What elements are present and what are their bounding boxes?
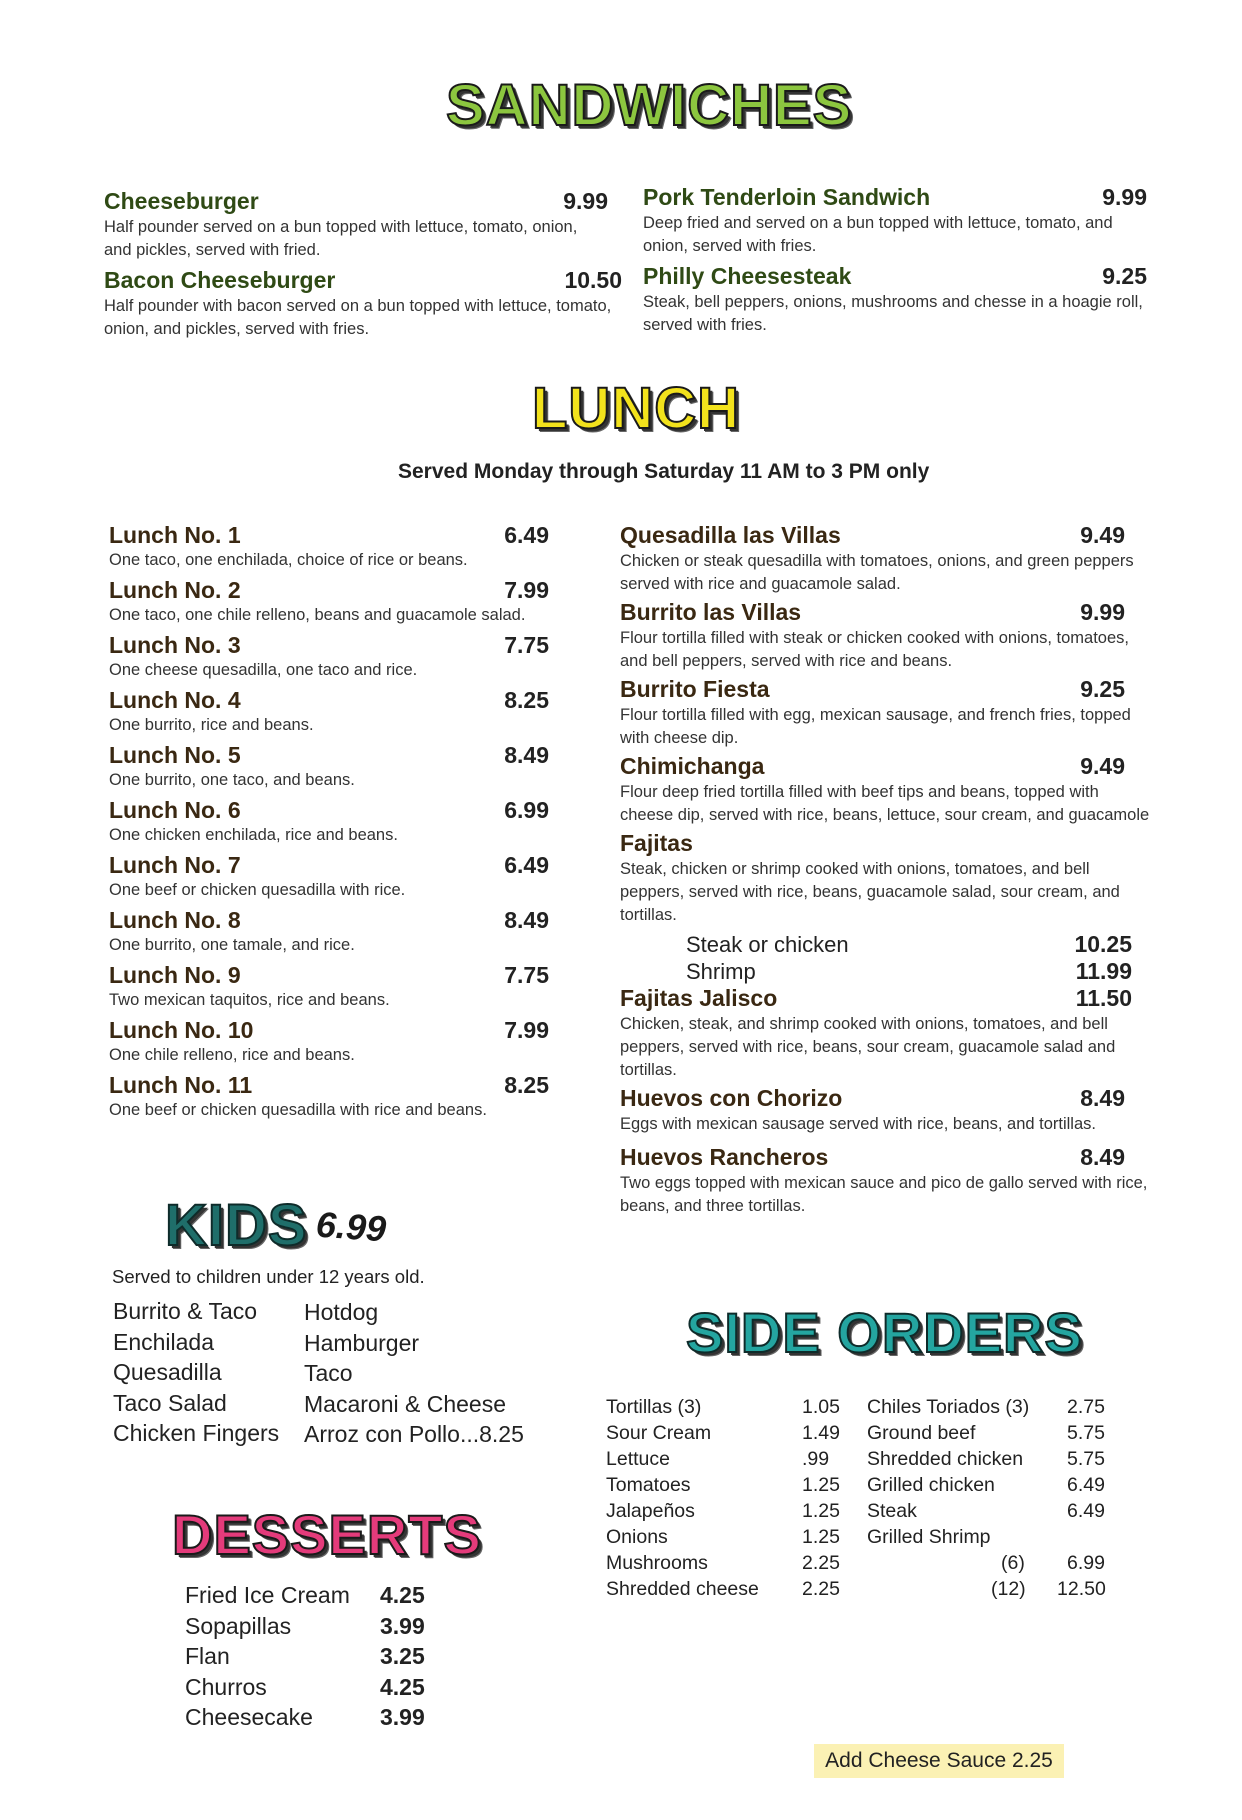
- item-price: 8.49: [504, 907, 549, 933]
- item-price: 7.75: [504, 632, 549, 658]
- lunch-title: LUNCH: [532, 376, 740, 441]
- item-name: Lunch No. 9: [109, 962, 241, 988]
- item-name: Fried Ice Cream: [185, 1582, 350, 1608]
- item-price: 8.49: [504, 742, 549, 768]
- item-description: Eggs with mexican sausage served with rice, beans, and tortillas.: [620, 1115, 1096, 1133]
- item-name: Grilled chicken: [867, 1474, 995, 1496]
- list-item: Chicken Fingers: [113, 1420, 280, 1446]
- item-name: Jalapeños: [606, 1500, 695, 1522]
- item-price: 1.25: [802, 1526, 840, 1548]
- sides-list-2: [867, 1394, 1107, 1602]
- item-name: Mushrooms: [606, 1552, 708, 1574]
- item-price: 1.05: [802, 1396, 840, 1418]
- item-name: Lettuce: [606, 1448, 670, 1470]
- item-price: 4.25: [380, 1673, 425, 1700]
- item-name: Lunch No. 7: [109, 852, 241, 878]
- item-price: 5.75: [1067, 1422, 1105, 1444]
- item-description: Half pounder with bacon served on a bun topped with lettuce, tomato, onion, and pickles, served with fries.: [104, 297, 612, 338]
- item-name: Grilled Shrimp: [867, 1526, 991, 1548]
- item-price: 2.25: [802, 1578, 840, 1600]
- item-price: 9.99: [1080, 599, 1125, 625]
- cheese-sauce-note: Add Cheese Sauce 2.25: [814, 1744, 1064, 1778]
- list-item: Taco: [304, 1360, 353, 1386]
- item-price: 11.50: [1075, 985, 1132, 1011]
- item-price: 6.99: [504, 797, 549, 823]
- list-item: Macaroni & Cheese: [304, 1390, 506, 1417]
- item-price: 9.49: [1080, 753, 1125, 779]
- list-item: Burrito & Taco: [113, 1298, 258, 1324]
- fajitas-option: Steak or chicken: [686, 932, 849, 957]
- item-price: 2.25: [802, 1552, 840, 1574]
- item-price: 1.49: [802, 1422, 840, 1444]
- item-name: Lunch No. 6: [109, 797, 241, 823]
- kids-title: KIDS: [165, 1193, 308, 1258]
- item-name: Lunch No. 10: [109, 1017, 254, 1043]
- item-price: 10.25: [1074, 931, 1132, 957]
- item-price: 10.50: [564, 267, 622, 293]
- item-description: One burrito, one tamale, and rice.: [109, 936, 355, 954]
- item-price: 6.99: [1067, 1552, 1105, 1574]
- item-description: Flour tortilla filled with steak or chicken cooked with onions, tomatoes, and bell peppers, served with rice and beans.: [620, 629, 1129, 670]
- item-price: 8.25: [504, 1072, 549, 1098]
- item-description: Two mexican taquitos, rice and beans.: [109, 991, 390, 1009]
- kids-list-2: [304, 1297, 524, 1450]
- menu-item: [643, 184, 1147, 258]
- item-description: One chile relleno, rice and beans.: [109, 1046, 355, 1064]
- menu-item: [104, 267, 622, 341]
- list-item: Enchilada: [113, 1328, 215, 1355]
- item-name: Lunch No. 11: [109, 1072, 253, 1098]
- item-name: Chimichanga: [620, 753, 765, 779]
- item-price: 7.75: [504, 962, 549, 988]
- item-description: Chicken, steak, and shrimp cooked with onions, tomatoes, and bell peppers, served with rice, beans, sour cream, guacamole salad and tortillas.: [620, 1015, 1116, 1079]
- item-name: Burrito Fiesta: [620, 676, 770, 702]
- item-description: Flour deep fried tortilla filled with beef tips and beans, topped with cheese dip, served with rice, beans, lettuce, sour cream, and guacamole: [620, 783, 1150, 824]
- item-name: Sopapillas: [185, 1612, 292, 1639]
- item-price: 3.99: [380, 1612, 425, 1639]
- shrimp-qty: (6): [1001, 1552, 1025, 1574]
- item-price: 6.49: [1067, 1474, 1105, 1496]
- item-price: 8.49: [1080, 1085, 1125, 1111]
- item-price: 6.49: [1067, 1500, 1105, 1522]
- item-price: 9.25: [1102, 263, 1147, 289]
- item-name: Lunch No. 3: [109, 632, 241, 658]
- item-name: Cheesecake: [185, 1704, 313, 1730]
- desserts-list: [185, 1580, 430, 1733]
- item-name: Shredded cheese: [606, 1578, 759, 1600]
- list-item: Taco Salad: [113, 1389, 227, 1416]
- item-name: Lunch No. 1: [109, 522, 241, 548]
- item-name: Onions: [606, 1526, 668, 1548]
- item-name: Burrito las Villas: [620, 599, 802, 625]
- item-price: 5.75: [1067, 1448, 1105, 1470]
- item-price: 7.99: [504, 1017, 549, 1043]
- list-item: Hotdog: [304, 1299, 379, 1325]
- item-name: Lunch No. 2: [109, 577, 241, 603]
- item-description: Flour tortilla filled with egg, mexican sausage, and french fries, topped with cheese dip.: [620, 706, 1131, 747]
- item-price: 6.49: [504, 522, 549, 548]
- item-name: Ground beef: [867, 1422, 976, 1444]
- desserts-title: DESSERTS: [172, 1503, 482, 1566]
- item-price: 9.49: [1080, 522, 1125, 548]
- list-item: Quesadilla: [113, 1359, 222, 1385]
- item-price: 8.25: [504, 687, 549, 713]
- item-price: 1.25: [802, 1474, 840, 1496]
- item-price: 2.75: [1067, 1396, 1105, 1418]
- item-description: One cheese quesadilla, one taco and rice.: [109, 661, 418, 679]
- kids-subtitle: Served to children under 12 years old.: [112, 1266, 425, 1287]
- lunch-subtitle: Served Monday through Saturday 11 AM to 3 PM only: [398, 460, 930, 483]
- item-name: Shredded chicken: [867, 1448, 1024, 1470]
- item-name: Chiles Toriados (3): [867, 1396, 1030, 1418]
- item-price: 9.25: [1080, 676, 1125, 702]
- item-name: Lunch No. 5: [109, 742, 241, 768]
- menu-item: [643, 263, 1173, 337]
- item-name: Bacon Cheeseburger: [104, 267, 336, 293]
- list-item: Hamburger: [304, 1329, 420, 1356]
- kids-price: 6.99: [314, 1203, 388, 1250]
- item-name: Huevos con Chorizo: [620, 1085, 843, 1111]
- item-name: Flan: [185, 1643, 230, 1669]
- item-description: Steak, bell peppers, onions, mushrooms and chesse in a hoagie roll, served with fries.: [643, 293, 1143, 334]
- kids-list-1: [113, 1296, 279, 1449]
- item-price: 4.25: [380, 1582, 425, 1608]
- item-name: Sour Cream: [606, 1422, 712, 1444]
- item-description: One beef or chicken quesadilla with rice and beans.: [109, 1101, 487, 1119]
- item-name: Tortillas (3): [606, 1396, 702, 1418]
- item-price: 11.99: [1075, 958, 1132, 984]
- lunch-left-column: [109, 522, 549, 1127]
- item-price: 3.99: [380, 1704, 425, 1730]
- item-name: Philly Cheesesteak: [643, 263, 852, 289]
- item-price: .99: [802, 1448, 830, 1470]
- lunch-right-column: [620, 522, 1150, 1218]
- item-name: Fajitas Jalisco: [620, 985, 778, 1011]
- item-name: Tomatoes: [606, 1474, 691, 1496]
- item-price: 1.25: [802, 1500, 840, 1522]
- item-name: Churros: [185, 1673, 267, 1700]
- item-description: One taco, one chile relleno, beans and guacamole salad.: [109, 606, 526, 624]
- item-price: 6.49: [504, 852, 549, 878]
- item-name: Huevos Rancheros: [620, 1144, 829, 1170]
- item-price: 12.50: [1057, 1578, 1106, 1600]
- shrimp-qty: (12): [991, 1578, 1026, 1600]
- item-description: Half pounder served on a bun topped with lettuce, tomato, onion, and pickles, served with fried.: [104, 218, 578, 259]
- item-description: One beef or chicken quesadilla with rice.: [109, 881, 406, 899]
- item-name: Lunch No. 4: [109, 687, 241, 713]
- item-name: Fajitas: [620, 830, 693, 856]
- item-description: Two eggs topped with mexican sauce and pico de gallo served with rice, beans, and three tortillas.: [620, 1174, 1148, 1215]
- item-description: One burrito, one taco, and beans.: [109, 771, 355, 789]
- item-name: Pork Tenderloin Sandwich: [643, 184, 931, 210]
- item-name: Steak: [867, 1500, 917, 1522]
- item-description: Deep fried and served on a bun topped with lettuce, tomato, and onion, served with fries.: [643, 214, 1113, 255]
- menu-item: [104, 188, 608, 262]
- item-price: 9.99: [563, 188, 608, 214]
- fajitas-option: Shrimp: [686, 959, 756, 984]
- item-description: One burrito, rice and beans.: [109, 716, 314, 734]
- sides-list-1: [606, 1394, 842, 1602]
- item-price: 9.99: [1102, 184, 1147, 210]
- item-price: 8.49: [1080, 1144, 1125, 1170]
- item-price: 7.99: [504, 577, 549, 603]
- item-name: Quesadilla las Villas: [620, 522, 841, 548]
- item-description: Chicken or steak quesadilla with tomatoes, onions, and green peppers served with rice and guacamole salad.: [620, 552, 1134, 593]
- item-price: 3.25: [380, 1643, 425, 1669]
- side-orders-title: SIDE ORDERS: [686, 1301, 1083, 1364]
- item-description: One taco, one enchilada, choice of rice or beans.: [109, 551, 468, 569]
- item-description: One chicken enchilada, rice and beans.: [109, 826, 398, 844]
- item-name: Lunch No. 8: [109, 907, 241, 933]
- item-name: Cheeseburger: [104, 188, 259, 214]
- item-description: Steak, chicken or shrimp cooked with onions, tomatoes, and bell peppers, served with rice, beans, guacamole salad, sour cream, and tortillas.: [620, 860, 1120, 924]
- sandwiches-title: SANDWICHES: [446, 73, 853, 138]
- list-item: Arroz con Pollo...8.25: [304, 1421, 524, 1447]
